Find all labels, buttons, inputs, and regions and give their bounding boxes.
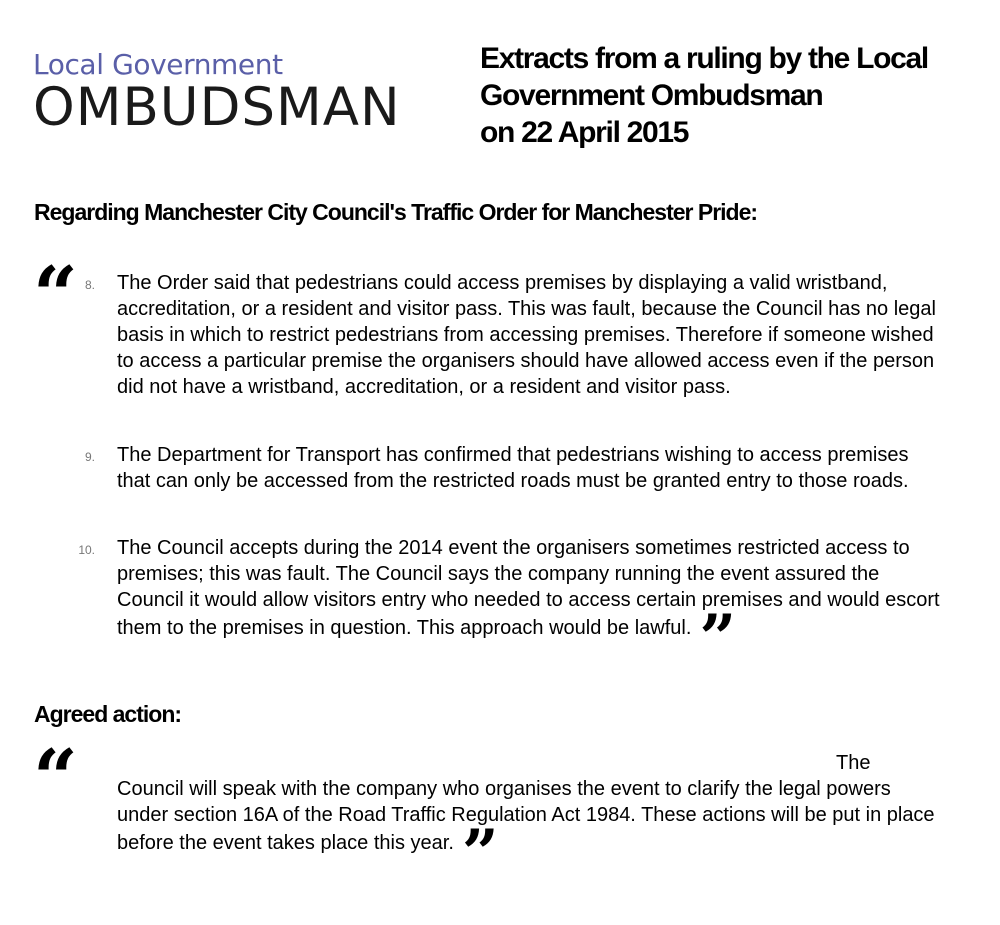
section-heading-agreed-action: Agreed action: <box>34 701 182 727</box>
ombudsman-logo <box>33 48 401 136</box>
paragraph-number: 10. <box>78 543 95 557</box>
agreed-action-lead-word: The <box>836 752 871 774</box>
paragraph-9-text: The Department for Transport has confirmed that pedestrians wishing to access premises that can only be accessed from the restricted roads must be granted entry to those roads. <box>117 444 909 492</box>
paragraph-number: 8. <box>84 278 95 292</box>
title-line-1: Extracts from a ruling by the Local <box>480 42 928 75</box>
logo-line-2: OMBUDSMAN <box>33 77 401 138</box>
paragraph-10-text: The Council accepts during the 2014 event the organisers sometimes restricted access to premises; this was fault. The Council says the company running the event assured the Council it would allow visitors entry who needed to access certain premises and would escort them to the premises in question. This approach would be lawful. <box>117 537 940 639</box>
paragraph-number: 9. <box>84 450 95 464</box>
open-quote-icon: “ <box>33 250 78 341</box>
document-title <box>480 40 980 151</box>
agreed-action-block: Council will speak with the company who organises the event to clarify the legal powers under section 16A of the Road Traffic Regulation Act 1984. These actions will be put in place before the event takes place this year. ” <box>117 778 935 891</box>
title-line-2: Government Ombudsman <box>480 79 823 112</box>
open-quote-icon: “ <box>33 733 78 824</box>
logo-line-1: Local Government <box>33 48 283 81</box>
section-heading-traffic-order: Regarding Manchester City Council's Traffic Order for Manchester Pride: <box>34 199 758 225</box>
paragraph-10-block: The Council accepts during the 2014 event the organisers sometimes restricted access to premises; this was fault. The Council says the company running the event assured the Council it would allow visitors entry who needed to access certain premises and would escort them to the premises in question. This approach would be lawful. ” <box>117 537 940 676</box>
paragraph-8-text: The Order said that pedestrians could access premises by displaying a valid wristband, accreditation, or a resident and visitor pass. This was fault, because the Council has no legal basis in which to restrict pedestrians from accessing premises. Therefore if someone wished to access a particular premise the organisers should have allowed access even if the person did not have a wristband, accreditation, or a resident and visitor pass. <box>117 272 936 398</box>
agreed-action-text: Council will speak with the company who organises the event to clarify the legal powers under section 16A of the Road Traffic Regulation Act 1984. These actions will be put in place before the event takes place this year. <box>117 778 935 854</box>
title-line-3: on 22 April 2015 <box>480 116 689 149</box>
